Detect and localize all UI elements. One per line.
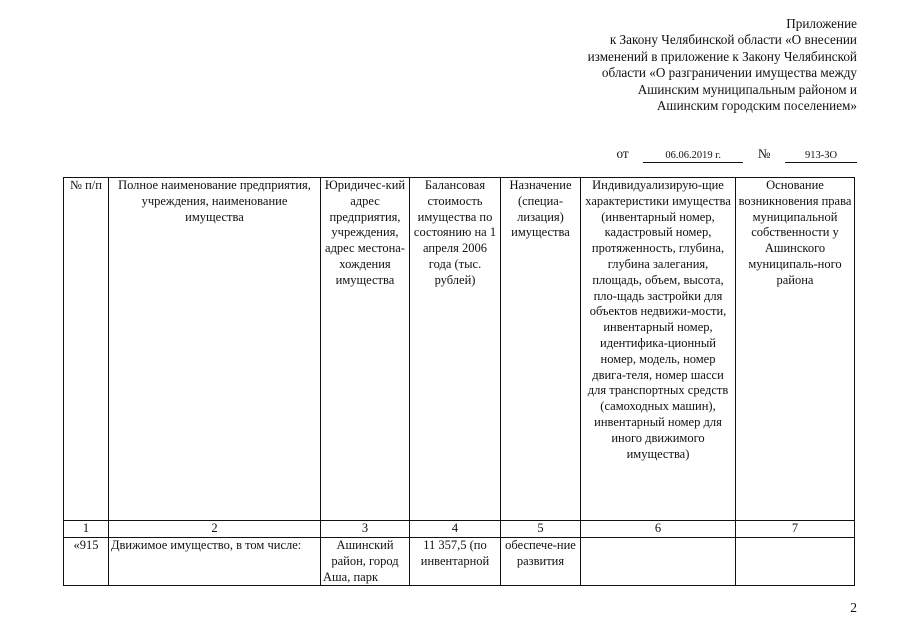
col-header-basis: Основание возникновения права муниципальной собственности у Ашинского муниципаль-ного района [736,178,855,521]
header-line: изменений в приложение к Закону Челябинской [587,48,857,64]
number-prefix: № [757,146,771,161]
appendix-header [527,16,857,114]
col-header-balance: Балансовая стоимость имущества по состоянию на 1 апреля 2006 года (тыс. рублей) [410,178,501,521]
column-number: 6 [581,521,736,538]
header-line: Ашинским городским поселением» [656,98,857,114]
column-number: 3 [321,521,410,538]
column-number: 5 [501,521,581,538]
col-header-number: № п/п [64,178,109,521]
cell-address: Ашинский район, город Аша, парк [321,538,410,586]
cell-balance: 11 357,5 (по инвентарной [410,538,501,586]
date-value: 06.06.2019 г. [643,150,743,163]
table-row [64,538,855,586]
cell-characteristics [581,538,736,586]
date-prefix: от [616,146,629,161]
header-line: Приложение [786,16,857,31]
col-header-purpose: Назначение (специа-лизация) имущества [501,178,581,521]
cell-purpose: обеспече-ние развития [501,538,581,586]
cell-basis [736,538,855,586]
column-number: 2 [109,521,321,538]
col-header-address: Юридичес-кий адрес предприятия, учреждения, адрес местона-хождения имущества [321,178,410,521]
number-value: 913-ЗО [785,150,857,163]
column-number: 1 [64,521,109,538]
col-header-name: Полное наименование предприятия, учреждения, наименование имущества [109,178,321,521]
col-header-characteristics: Индивидуализирую-щие характеристики имущества (инвентарный номер, кадастровый номер, протяженность, глубина, глубина залегания, площадь, объем, высота, пло-щадь застройки для объектов недвижи-мости, инвентарный номер, идентифика-ционный номер, модель, номер двига-теля, номер шасси для транспортных средств (самоходных машин), инвентарный номер для иного движимого имущества) [581,178,736,521]
header-line: Ашинским муниципальным районом и [637,81,857,97]
cell-number: «915 [64,538,109,586]
property-table [63,177,855,586]
table-header-row [64,178,855,521]
header-line: области «О разграничении имущества между [601,65,857,81]
column-numbers-row [64,521,855,538]
cell-name: Движимое имущество, в том числе: [109,538,321,586]
approval-date-number [527,146,857,163]
page-number: 2 [850,600,857,615]
column-number: 4 [410,521,501,538]
header-line: к Закону Челябинской области «О внесении [609,32,857,48]
column-number: 7 [736,521,855,538]
